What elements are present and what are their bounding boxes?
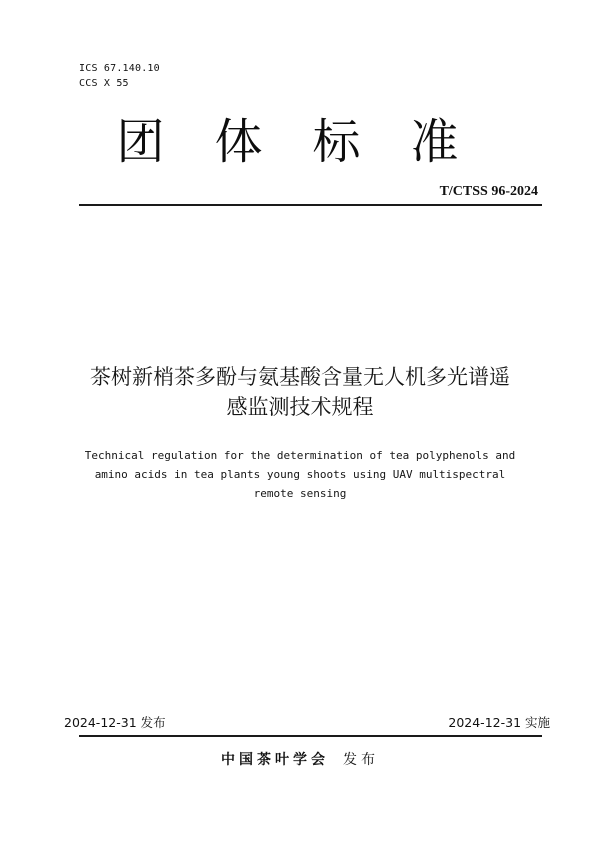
english-title [60, 446, 540, 503]
chinese-title-line-1: 茶树新梢茶多酚与氨基酸含量无人机多光谱遥 [90, 365, 510, 389]
publisher-organization: 中国茶叶学会 [221, 752, 329, 768]
ccs-code: CCS X 55 [79, 78, 129, 89]
english-title-line-3: remote sensing [253, 487, 347, 500]
english-title-line-1: Technical regulation for the determination of tea polyphenols and [84, 449, 516, 462]
english-title-line-2: amino acids in tea plants young shoots using UAV multispectral [94, 468, 506, 481]
implementation-date: 2024-12-31 实施 [448, 715, 550, 730]
standard-number: T/CTSS 96-2024 [439, 184, 538, 199]
chinese-title [50, 362, 550, 422]
publisher-action: 发布 [343, 752, 379, 768]
header-divider [79, 204, 542, 206]
publisher-line [0, 751, 600, 769]
document-type-heading: 团体标准 [116, 114, 509, 170]
issue-date: 2024-12-31 发布 [64, 715, 166, 730]
footer-divider [79, 735, 542, 737]
ics-code: ICS 67.140.10 [79, 63, 160, 74]
chinese-title-line-2: 感监测技术规程 [226, 395, 374, 419]
